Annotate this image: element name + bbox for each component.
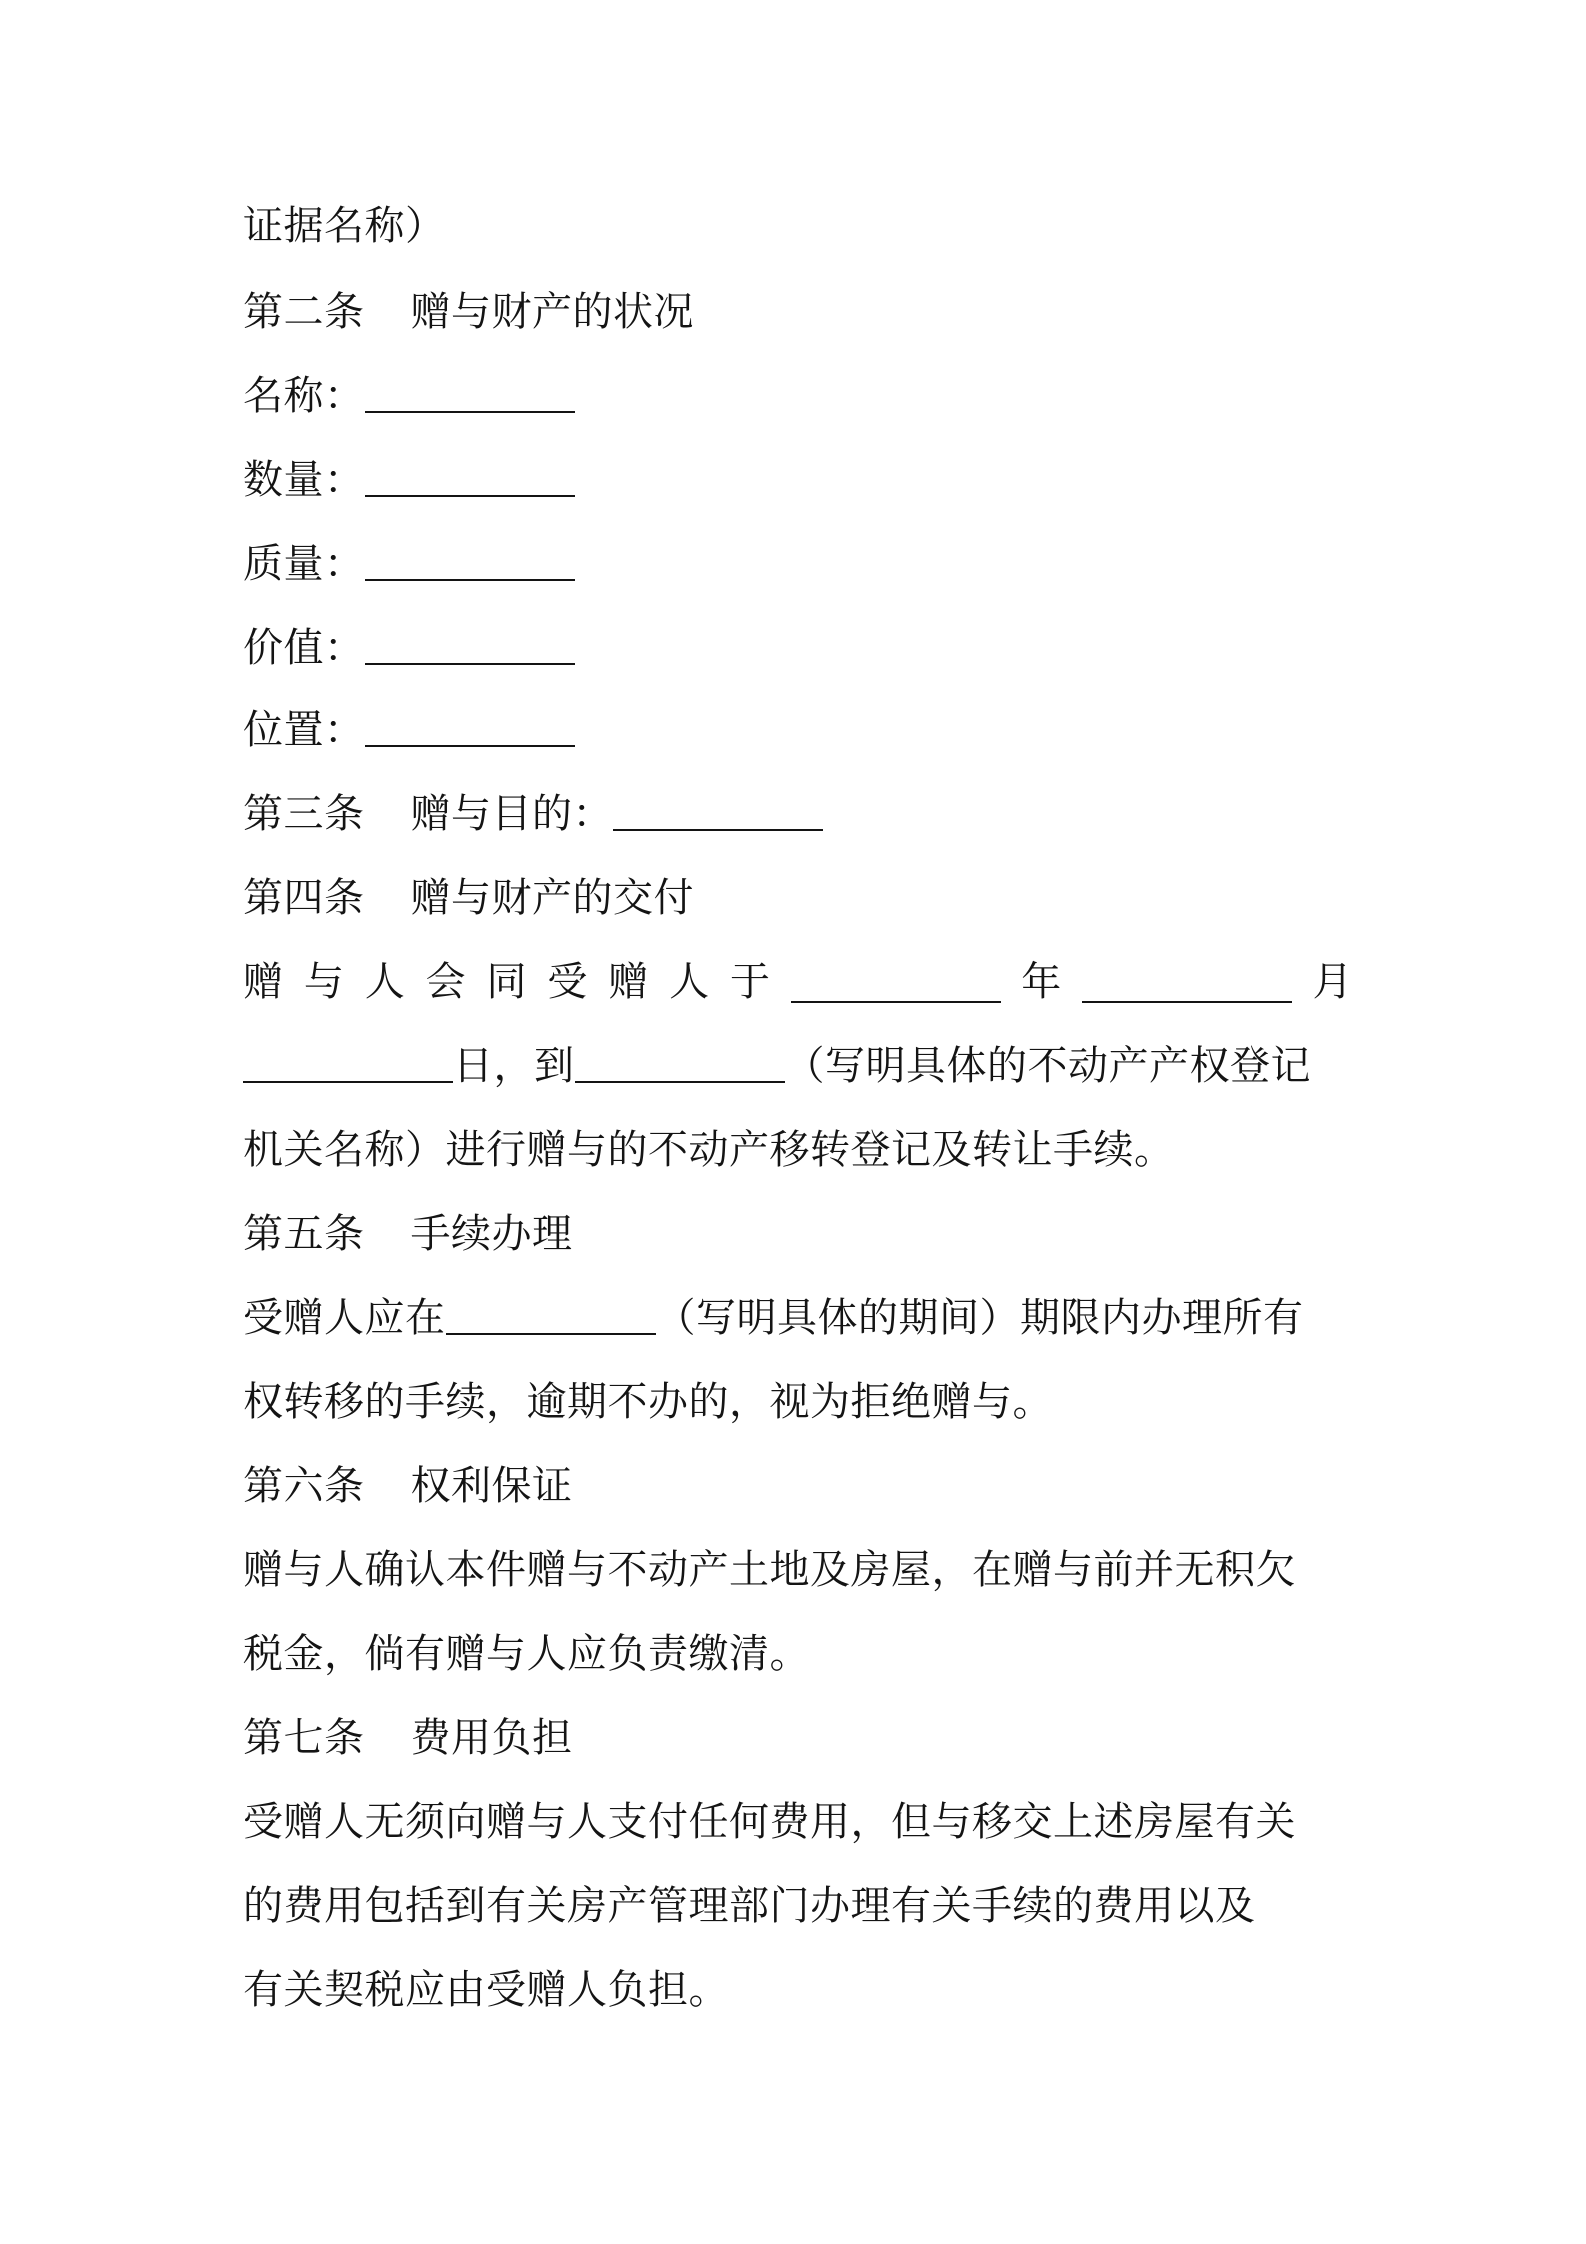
month-label: 月 bbox=[1312, 959, 1353, 1005]
article-number: 第四条 bbox=[243, 875, 365, 921]
article-4-paragraph-line-1 bbox=[243, 952, 1353, 1012]
article-title: 费用负担 bbox=[410, 1715, 573, 1761]
blank-line[interactable] bbox=[365, 539, 575, 581]
char: 人 bbox=[669, 959, 710, 1005]
article-title: 赠与财产的交付 bbox=[410, 875, 694, 921]
article-number: 第五条 bbox=[243, 1211, 365, 1257]
line-evidence-name bbox=[243, 196, 1353, 256]
text: 受赠人应在 bbox=[243, 1295, 446, 1341]
field-value bbox=[243, 618, 1353, 678]
article-6-paragraph-line-2 bbox=[243, 1624, 1353, 1684]
blank-line[interactable] bbox=[365, 371, 575, 413]
blank-line[interactable] bbox=[575, 1041, 785, 1083]
field-location bbox=[243, 700, 1353, 760]
blank-line[interactable] bbox=[1082, 961, 1292, 1003]
char: 同 bbox=[486, 959, 527, 1005]
article-title: 手续办理 bbox=[410, 1211, 573, 1257]
blank-line[interactable] bbox=[446, 1293, 656, 1335]
text: （写明具体的期间）期限内办理所有 bbox=[655, 1295, 1304, 1341]
article-title: 赠与财产的状况 bbox=[410, 289, 694, 335]
text: 赠与人确认本件赠与不动产土地及房屋，在赠与前并无积欠 bbox=[243, 1547, 1296, 1593]
char: 会 bbox=[425, 959, 467, 1005]
text: 有关契税应由受赠人负担。 bbox=[243, 1967, 729, 2013]
article-6-heading bbox=[243, 1456, 1353, 1516]
char: 受 bbox=[547, 959, 588, 1005]
field-label: 数量： bbox=[243, 457, 365, 503]
day-label: 日，到 bbox=[453, 1043, 575, 1089]
blank-line[interactable] bbox=[365, 455, 575, 497]
field-label: 位置： bbox=[243, 707, 365, 753]
field-label: 价值： bbox=[243, 625, 365, 671]
article-number: 第三条 bbox=[243, 791, 365, 837]
article-title: 赠与目的： bbox=[410, 791, 613, 837]
text: 证据名称） bbox=[243, 203, 446, 249]
text: （写明具体的不动产产权登记 bbox=[784, 1043, 1311, 1089]
text: 机关名称）进行赠与的不动产移转登记及转让手续。 bbox=[243, 1127, 1175, 1173]
article-7-paragraph-line-1 bbox=[243, 1792, 1353, 1852]
article-title: 权利保证 bbox=[410, 1463, 573, 1509]
char: 赠 bbox=[608, 959, 649, 1005]
blank-line[interactable] bbox=[365, 705, 575, 747]
year-label: 年 bbox=[1021, 959, 1062, 1005]
article-7-heading bbox=[243, 1708, 1353, 1768]
field-name bbox=[243, 366, 1353, 426]
article-5-paragraph-line-2 bbox=[243, 1372, 1353, 1432]
field-quality bbox=[243, 534, 1353, 594]
article-4-paragraph-line-3 bbox=[243, 1120, 1353, 1180]
text: 的费用包括到有关房产管理部门办理有关手续的费用以及 bbox=[243, 1883, 1256, 1929]
blank-line[interactable] bbox=[365, 623, 575, 665]
char: 与 bbox=[303, 959, 345, 1005]
article-7-paragraph-line-2 bbox=[243, 1876, 1353, 1936]
field-label: 质量： bbox=[243, 541, 365, 587]
text: 权转移的手续，逾期不办的，视为拒绝赠与。 bbox=[243, 1379, 1053, 1425]
article-number: 第六条 bbox=[243, 1463, 365, 1509]
blank-line[interactable] bbox=[613, 789, 823, 831]
char: 人 bbox=[364, 959, 406, 1005]
field-label: 名称： bbox=[243, 373, 365, 419]
text: 税金，倘有赠与人应负责缴清。 bbox=[243, 1631, 810, 1677]
article-number: 第七条 bbox=[243, 1715, 365, 1761]
blank-line[interactable] bbox=[243, 1041, 453, 1083]
article-number: 第二条 bbox=[243, 289, 365, 335]
article-3-heading bbox=[243, 784, 1353, 844]
text: 受赠人无须向赠与人支付任何费用，但与移交上述房屋有关 bbox=[243, 1799, 1296, 1845]
article-4-paragraph-line-2 bbox=[243, 1036, 1353, 1096]
article-4-heading bbox=[243, 868, 1353, 928]
article-2-heading bbox=[243, 282, 1353, 342]
article-7-paragraph-line-3 bbox=[243, 1960, 1353, 2020]
char: 赠 bbox=[243, 959, 284, 1005]
char: 于 bbox=[730, 959, 771, 1005]
blank-line[interactable] bbox=[791, 961, 1001, 1003]
article-6-paragraph-line-1 bbox=[243, 1540, 1353, 1600]
article-5-heading bbox=[243, 1204, 1353, 1264]
field-quantity bbox=[243, 450, 1353, 510]
article-5-paragraph-line-1 bbox=[243, 1288, 1353, 1348]
